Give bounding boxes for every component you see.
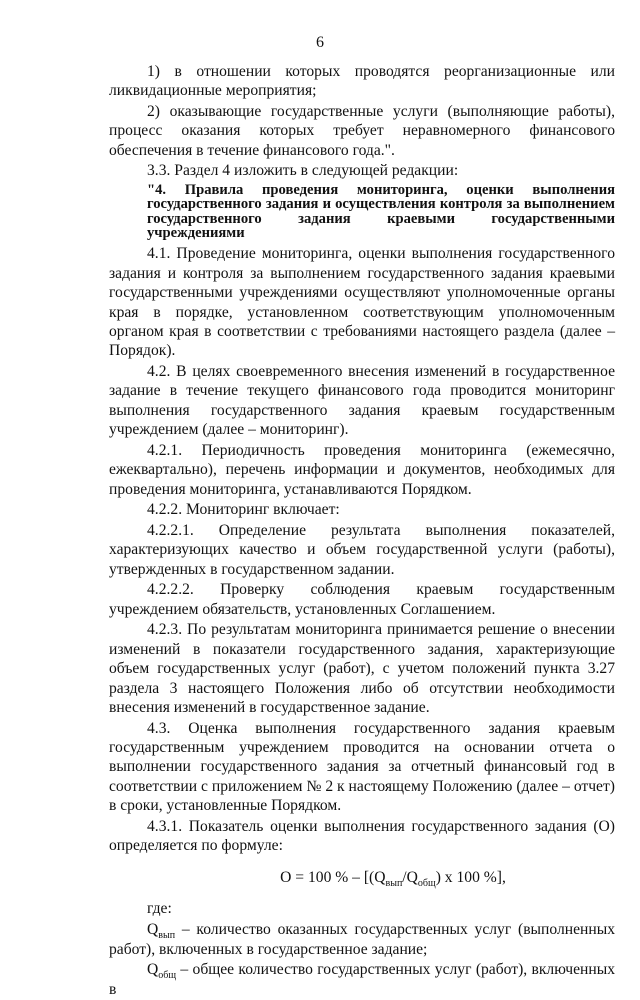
definition: $Q_{общ}$ – общее количество государственных услуг (работ), включенных в bbox=[109, 961, 615, 998]
paragraph: 4.2.2.2. Проверку соблюдения краевым государственным учреждением обязательств, установленных Соглашением. bbox=[109, 581, 615, 618]
paragraph: 4.3.1. Показатель оценки выполнения государственного задания (О) определяется по формуле: bbox=[109, 817, 615, 855]
paragraph: 2) оказывающие государственные услуги (выполняющие работы), процесс оказания которых требует неравномерного финансового обеспечения в течение финансового года.". bbox=[109, 103, 615, 159]
paragraph: 3.3. Раздел 4 изложить в следующей редакции: bbox=[147, 162, 459, 180]
paragraph: 4.2. В целях своевременного внесения изменений в государственное задание в течение текущего финансового года проводится мониторинг выполнения государственного задания краевым государственным учреждением (далее – мониторинг). bbox=[109, 363, 615, 439]
paragraph: 4.2.2. Мониторинг включает: bbox=[147, 501, 340, 519]
paragraph: 4.1. Проведение мониторинга, оценки выполнения государственного задания и контроля за выполнением государственного задания краевыми государственными учреждениями осуществляют уполномоченные органы края в порядке, установленном соответствующим уполномоченным органом края в соответствии с требованиями настоящего раздела (далее – Порядок). bbox=[109, 245, 615, 360]
paragraph: 4.2.2.1. Определение результата выполнения показателей, характеризующих качество и объем государственной услуги (работы), утвержденных в государственном задании. bbox=[109, 521, 615, 578]
section-title: "4. Правила проведения мониторинга, оценки выполнения государственного задания и осуществления контроля за выполнением государственного задания краевыми государственными учреждениями bbox=[147, 181, 615, 242]
where-label: где: bbox=[147, 899, 172, 917]
document-body bbox=[109, 62, 615, 1000]
paragraph: 4.2.1. Периодичность проведения мониторинга (ежемесячно, ежеквартально), перечень информации и документов, необходимых для проведения мониторинга, устанавливаются Порядком. bbox=[109, 441, 615, 498]
paragraph: 1) в отношении которых проводятся реорганизационные или ликвидационные мероприятия; bbox=[109, 63, 615, 100]
formula: О = 100 % – [$(Q_{вып}/Q_{общ})$ x 100 %], bbox=[280, 868, 506, 889]
page-number: 6 bbox=[316, 34, 324, 51]
paragraph: 4.2.3. По результатам мониторинга принимается решение о внесении изменений в показатели государственного задания, характеризующие объем государственных услуг (работ), с учетом положений пункта 3.27 раздела 3 настоящего Положения либо об отсутствии необходимости внесения изменений в государственное задание. bbox=[109, 621, 615, 716]
definition: $Q_{вып}$ – количество оказанных государственных услуг (выполненных работ), включенных в государственное задание; bbox=[109, 921, 615, 958]
paragraph: 4.3. Оценка выполнения государственного задания краевым государственным учреждением проводится на основании отчета о выполнении государственного задания за отчетный финансовый год в соответствии с приложением № 2 к настоящему Положению (далее – отчет) в сроки, установленные Порядком. bbox=[109, 719, 615, 815]
